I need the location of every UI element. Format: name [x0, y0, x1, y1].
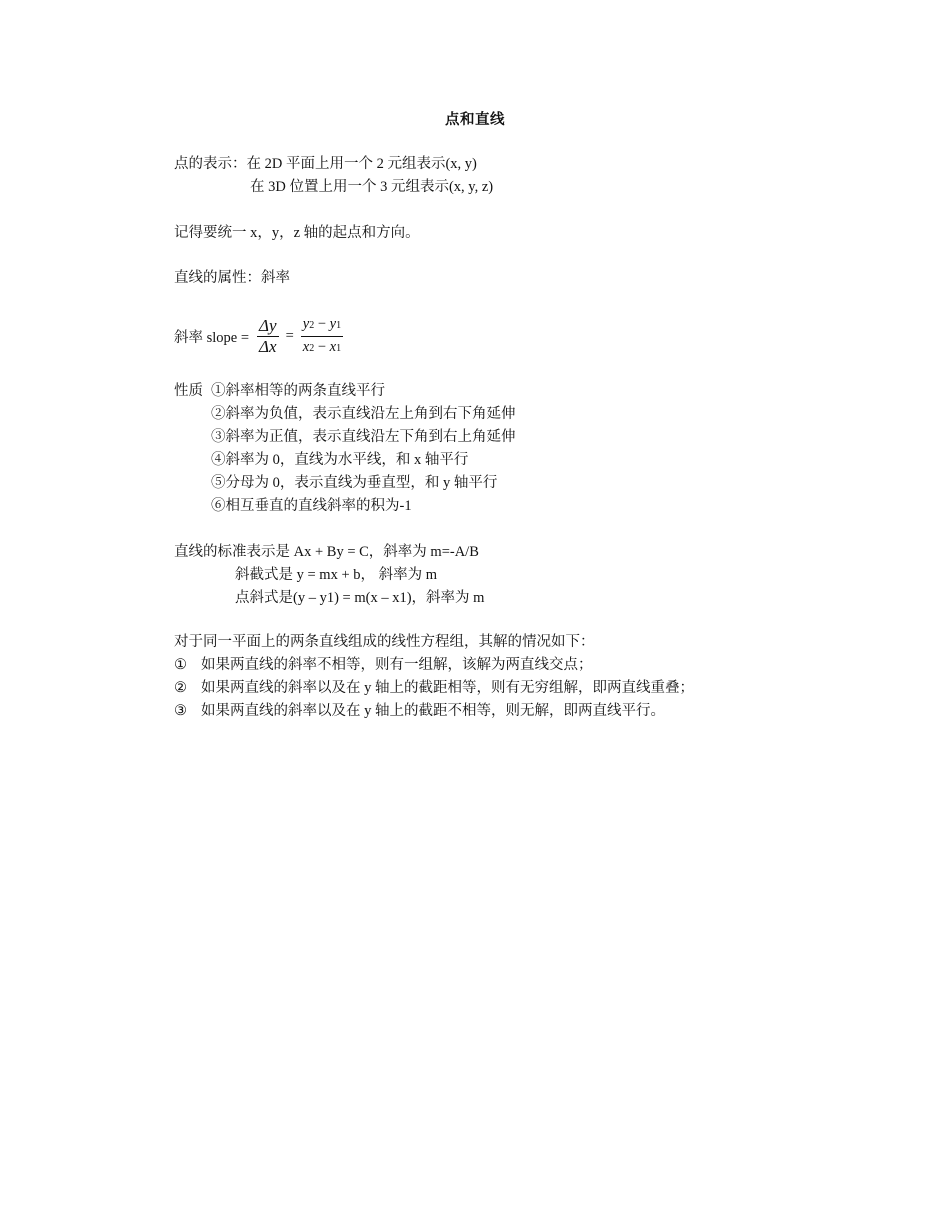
- delta-y: Δy: [259, 315, 277, 335]
- case-text: 如果两直线的斜率不相等，则有一组解，该解为两直线交点；: [201, 657, 593, 673]
- case-text: 如果两直线的斜率以及在 y 轴上的截距相等，则有无穷组解，即两直线重叠；: [201, 680, 694, 696]
- line-attribute-heading: 直线的属性：斜率: [174, 270, 290, 286]
- slope-intercept-form: 斜截式是 y = mx + b， 斜率为 m: [235, 567, 438, 583]
- delta-fraction: [257, 316, 279, 357]
- points-line-2d: 点的表示：在 2D 平面上用一个 2 元组表示(x, y): [174, 156, 477, 172]
- property-item: ②斜率为负值，表示直线沿左上角到右下角延伸: [211, 406, 516, 422]
- case-marker: ①: [174, 657, 187, 673]
- axis-note: 记得要统一 x，y，z 轴的起点和方向。: [174, 225, 420, 241]
- point-slope-form: 点斜式是(y – y1) = m(x – x1)，斜率为 m: [235, 590, 485, 606]
- property-item: ⑤分母为 0，表示直线为垂直型，和 y 轴平行: [211, 475, 498, 491]
- points-line-3d: 在 3D 位置上用一个 3 元组表示(x, y, z): [250, 179, 494, 195]
- denominator: x2 − x1: [302, 338, 342, 355]
- properties-heading: 性质: [174, 383, 203, 399]
- page-title: 点和直线: [445, 112, 505, 128]
- property-item: ③斜率为正值，表示直线沿左下角到右上角延伸: [211, 429, 516, 445]
- standard-form: 直线的标准表示是 Ax + By = C，斜率为 m=-A/B: [174, 544, 479, 560]
- case-marker: ③: [174, 703, 187, 719]
- difference-fraction: [301, 314, 343, 359]
- numerator: y2 − y1: [301, 314, 343, 337]
- systems-intro: 对于同一平面上的两条直线组成的线性方程组，其解的情况如下：: [174, 634, 595, 650]
- property-item: ④斜率为 0，直线为水平线，和 x 轴平行: [211, 452, 469, 468]
- slope-formula: [174, 312, 346, 360]
- property-item: ⑥相互垂直的直线斜率的积为-1: [211, 498, 412, 514]
- slope-label: 斜率 slope =: [174, 329, 250, 346]
- case-text: 如果两直线的斜率以及在 y 轴上的截距不相等，则无解，即两直线平行。: [201, 703, 665, 719]
- property-item: ①斜率相等的两条直线平行: [211, 383, 385, 399]
- case-marker: ②: [174, 680, 187, 696]
- delta-x: Δx: [259, 336, 277, 356]
- equals-sign: =: [285, 327, 294, 344]
